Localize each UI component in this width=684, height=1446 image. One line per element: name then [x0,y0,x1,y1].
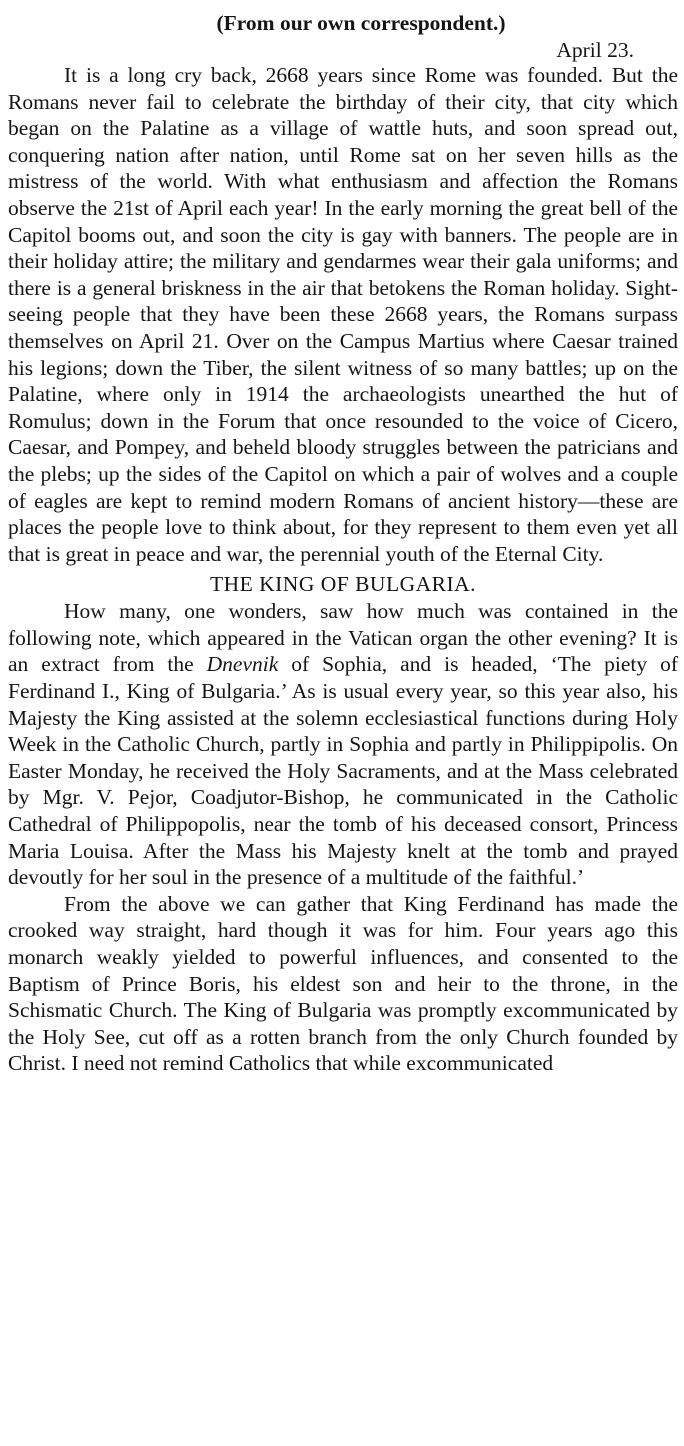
newspaper-name-italic: Dnevnik [206,652,279,677]
article-heading: (From our own correspondent.) [216,11,506,35]
article-paragraph-3: From the above we can gather that King Ferdinand has made the crooked way straight, hard though it was for him. Four years ago this monarch weakly yielded to powerful influences, and consented to the Baptism of Prince Boris, his eldest son and heir to the throne, in the Schismatic Church. The King of Bulgaria was promptly excommunicated by the Holy See, cut off as a rotten branch from the only Church founded by Christ. I need not remind Catholics that while excommunicated [8,891,678,1076]
article-paragraph-2 [8,598,678,891]
article-dateline: April 23. [556,38,634,62]
paragraph-2-text-b: of Sophia, and is headed, ‘The piety of Ferdinand I., King of Bulgaria.’ As is usual every year, so this year also, his Majesty the King assisted at the solemn ecclesiastical functions during Holy Week in the Catholic Church, partly in Sophia and partly in Philippipolis. On Easter Monday, he received the Holy Sacraments, and at the Mass celebrated by Mgr. V. Pejor, Coadjutor-Bishop, he communicated in the Catholic Cathedral of Philippopolis, near the tomb of his deceased consort, Princess Maria Louisa. After the Mass his Majesty knelt at the tomb and prayed devoutly for her soul in the presence of a multitude of the faithful.’ [8,652,678,890]
paragraph-2-text-a: How many, one wonders, saw how much was contained in the following note, which appeared in the Vatican organ the other evening? It is an extract from the [8,599,678,677]
article-paragraph-1: It is a long cry back, 2668 years since Rome was founded. But the Romans never fail to celebrate the birthday of their city, that city which began on the Palatine as a village of wattle huts, and soon spread out, conquering nation after nation, until Rome sat on her seven hills as the mistress of the world. With what enthusiasm and affection the Romans observe the 21st of April each year! In the early morning the great bell of the Capitol booms out, and soon the city is gay with banners. The people are in their holiday attire; the military and gendarmes wear their gala uniforms; and there is a general briskness in the air that betokens the Roman holiday. Sight-seeing people that they have been these 2668 years, the Romans surpass themselves on April 21. Over on the Campus Martius where Caesar trained his legions; down the Tiber, the silent witness of so many battles; up on the Palatine, where only in 1914 the archaeologists unearthed the hut of Romulus; down in the Forum that once resounded to the voice of Cicero, Caesar, and Pompey, and beheld bloody struggles between the patricians and the plebs; up the sides of the Capitol on which a pair of wolves and a couple of eagles are kept to remind modern Romans of ancient history—these are places the people love to think about, for they represent to them even yet all that is great in peace and war, the perennial youth of the Eternal City. [8,63,678,566]
section-title: THE KING OF BULGARIA. [209,572,477,597]
